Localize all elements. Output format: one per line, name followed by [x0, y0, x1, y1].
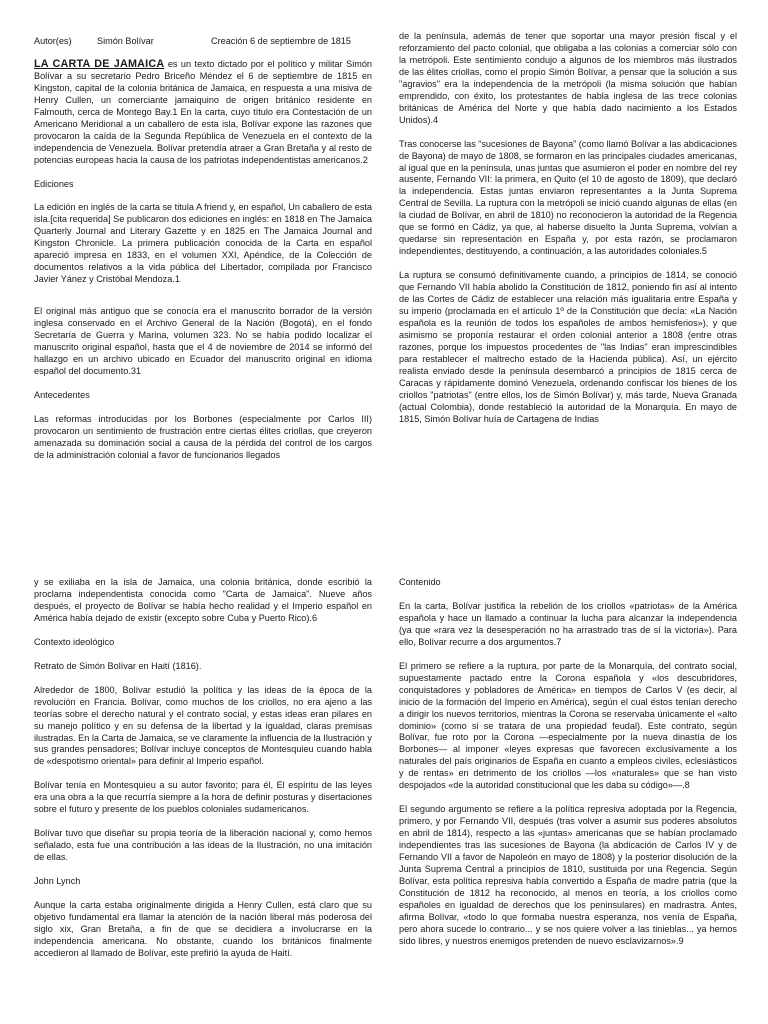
- paragraph: Bolívar tenía en Montesquieu a su autor favorito; para él, El espíritu de las leyes era una obra a la que recurría siempre a la hora de definir posturas y disertaciones sobre el futuro y presente de los pueblos coloniales sudamericanos.: [34, 780, 372, 815]
- column-top-right: [399, 31, 737, 438]
- column-bottom-left: [34, 577, 372, 972]
- paragraph: El original más antiguo que se conocía era el manuscrito borrador de la versión inglesa conservado en el Archivo General de la Nación (Bogotá), en el fondo Secretaría de Guerra y Marina, volumen 323. No se había podido localizar el manuscrito original español, hasta que el 4 de noviembre de 2014 se informó del hallazgo en un archivo ubicado en Ecuador del manuscrito original en idioma español del documento.31: [34, 306, 372, 376]
- document-header: [34, 36, 372, 48]
- paragraph: de la península, además de tener que soportar una mayor presión fiscal y el reforzamiento del pacto colonial, que obligaba a las colonias a comerciar sólo con la metrópoli. Este sentimiento condujo a algunos de los miembros más ilustrados de las élites criollas, como el propio Simón Bolívar, a pensar que la solución a sus "agravios" era la independencia de la metrópoli (la misma solución que habían emprendido, con éxito, los protestantes de habla inglesa de las trece colonias británicas de América del Norte y que había dado nacimiento a los Estados Unidos).4: [399, 31, 737, 125]
- creation-date: Creación 6 de septiembre de 1815: [211, 36, 352, 46]
- section-heading-lynch: John Lynch: [34, 876, 81, 887]
- paragraph: La ruptura se consumó definitivamente cuando, a principios de 1814, se conoció que Fernando VII había abolido la Constitución de 1812, poniendo fin así al intento de las Cortes de Cádiz de establecer una relación más igualitaria entre España y su imperio (proclamada en el artículo 1º de la Constitución que decía: «La Nación española es la reunión de todos los españoles de ambos hemisferios»), y que asimismo se proponía restaurar el orden colonial anterior a 1808 (entre otras razones, porque los impuestos procedentes de "las Indias" eran imprescindibles para restablecer el maltrecho estado de la Hacienda pública). Así, un ejército realista enviado desde la península desembarcó a principios de 1815 cerca de Caracas y rápidamente dominó Venezuela, ordenando confiscar los bienes de los criollos "patriotas" (entre ellos, los de Simón Bolívar) y, más tarde, Nueva Granada (actual Colombia), donde restableció la autoridad de la Monarquía. En mayo de 1815, Simón Bolívar huía de Cartagena de Indias: [399, 270, 737, 424]
- section-heading-ediciones: Ediciones: [34, 178, 74, 189]
- paragraph: Aunque la carta estaba originalmente dirigida a Henry Cullen, está claro que su objetivo fundamental era llamar la atención de la nación liberal más poderosa del siglo xix, Gran Bretaña, a fin de que se decidiera a involucrarse en la independencia americana. No obstante, cuando los británicos finalmente accedieron al llamado de Bolívar, este prefirió la ayuda de Haití.: [34, 900, 372, 958]
- paragraph: En la carta, Bolívar justifica la rebelión de los criollos «patriotas» de la América española y hace un llamado a continuar la lucha para alcanzar la independencia (ya que «rara vez la desesperación no ha arrastrado tras de sí la victoria»). Para ello, Bolívar recurre a dos argumentos.7: [399, 600, 737, 647]
- column-bottom-right: [399, 577, 737, 960]
- intro-paragraph: [34, 59, 372, 167]
- section-heading-contenido: Contenido: [399, 577, 441, 587]
- intro-text: es un texto dictado por el político y militar Simón Bolívar a su secretario Pedro Briceño Méndez el 6 de septiembre de 1815 en Kingston, capital de la colonia británica de Jamaica, en respuesta a una misiva de Henry Cullen, un comerciante jamaiquino de origen británico residente en Falmouth, cerca de Montego Bay.1 En la carta, cuyo título era Contestación de un Americano Meridional a un caballero de esta isla, Bolívar expone las razones que provocaron la caída de la Segunda República de Venezuela en el contexto de la independencia de Venezuela. Bolívar pretendía atraer a Gran Bretaña y al resto de potencias europeas hacia la causa de los patriotas independentistas americanos.2: [34, 58, 372, 165]
- paragraph: Bolívar tuvo que diseñar su propia teoría de la liberación nacional y, como hemos señalado, esta fue una contribución a las ideas de la Ilustración, no una imitación de ellas.: [34, 828, 372, 863]
- paragraph: La edición en inglés de la carta se titula A friend y, en español, Un caballero de esta isla.[cita requerida] Se publicaron dos ediciones en inglés: en 1818 en The Jamaica Quarterly Journal and Literary Gazette y en 1825 en The Jamaica Journal and Kingston Chronicle. La primera publicación conocida de la Carta en español apareció impresa en 1833, en el volumen XXI, Apéndice, de la Colección de documentos relativos a la vida pública del Libertador, compilada por Francisco Javier Yánez y Cristóbal Mendoza.1: [34, 202, 372, 285]
- paragraph: Tras conocerse las “sucesiones de Bayona” (como llamó Bolívar a las abdicaciones de Bayona) de mayo de 1808, se formaron en las principales ciudades americanas, al igual que en la península, unas juntas que asumieron el poder en nombre del rey ausente, Fernando VII: la primera, en Quito (el 10 de agosto de 1809), que declaró la independencia. Estas juntas enviaron representantes a la Junta Suprema Central de Sevilla. La ruptura con la metrópoli se inició cuando algunas de ellas (en la ciudad de Bolívar, en abril de 1810) no reconocieron la autoridad de la Regencia que se formó en Cádiz, ya que, al haberse disuelto la Junta Suprema, volvían a quedarse sin representación en España y, por esta razón, se proclamaron independientes, destituyendo, a continuación, a las autoridades coloniales.5: [399, 138, 737, 257]
- paragraph: y se exiliaba en la isla de Jamaica, una colonia británica, donde escribió la proclama independentista conocida como "Carta de Jamaica". Nueve años después, el proyecto de Bolívar se había hecho realidad y el Imperio español en América había dejado de existir (excepto sobre Cuba y Puerto Rico).6: [34, 577, 372, 623]
- section-heading-antecedentes: Antecedentes: [34, 389, 90, 400]
- paragraph: El primero se refiere a la ruptura, por parte de la Monarquía, del contrato social, supuestamente pactado entre la Corona española y «los descubridores, conquistadores y pobladores de América» en tiempos de Carlos V (es decir, al inicio de la formación del Imperio en América), según el cual éstos tenían derecho a dirigir los nuevos territorios, mientras la Corona se reservaba únicamente el «alto dominio» (como si se tratara de una propiedad feudal). Este contrato, según Bolívar, fue roto por la Corona —especialmente por la nueva dinastía de los Borbones— al imponer «leyes expresas que favorecen exclusivamente a los naturales del país originarios de España en cuanto a empleos civiles, eclesiásticos y de rentas» en detrimento de los criollos —los «naturales» que se han visto despojados «de la autoridad constitucional que les daba su código»—.8: [399, 660, 737, 791]
- author-label: Autor(es): [34, 36, 72, 46]
- portrait-caption: Retrato de Simón Bolívar en Haití (1816).: [34, 660, 202, 671]
- author-name: Simón Bolívar: [97, 36, 154, 46]
- paragraph: El segundo argumento se refiere a la política represiva adoptada por la Regencia, primero, y por Fernando VII, después (tras volver a asumir sus poderes absolutos en abril de 1814), respecto a las «juntas» americanas que se habían proclamado independientes tras las sucesiones de Bayona (la abdicación de Carlos IV y de Fernando VII a favor de Napoleón en mayo de 1808) y la posterior disolución de la Junta Suprema Central a principios de 1810, sustituida por una Regencia. Según Bolívar, esta política represiva había convertido a España de madre patria (que la Constitución de 1812 ha reconocido, al menos en teoría, a los criollos como españoles en igualdad de derechos que los peninsulares) en madrastra. Antes, afirma Bolívar, «todo lo que formaba nuestra esperanza, nos venía de España, pero ahora sucede lo contrario... y se nos quiere volver a las tinieblas... ya hemos sido libres, y nuestros enemigos pretenden de nuevo esclavizarnos».9: [399, 804, 737, 946]
- column-top-left: [34, 36, 372, 474]
- document-title: LA CARTA DE JAMAICA: [34, 57, 165, 70]
- paragraph: Alrededor de 1800, Bolívar estudió la política y las ideas de la época de la revolución en Francia. Bolívar, como muchos de los criollos, no era ajeno a las teorías sobre el derecho natural y el contrato social, y estas ideas eran pilares en su manejo político y en su defensa de la libertad y la igualdad, claras premisas ilustradas. En la Carta de Jamaica, se ve claramente la influencia de la Ilustración y sus grandes pensadores; Bolívar incluye conceptos de Montesquieu cuando habla de «despotismo oriental» para definir al Imperio español.: [34, 684, 372, 767]
- section-heading-contexto: Contexto ideológico: [34, 636, 115, 647]
- paragraph: Las reformas introducidas por los Borbones (especialmente por Carlos III) provocaron un sentimiento de frustración entre ciertas élites criollas, que creyeron amenazada su dominación social a causa de la pérdida del control de los cargos de la administración colonial a favor de funcionarios llegados: [34, 413, 372, 460]
